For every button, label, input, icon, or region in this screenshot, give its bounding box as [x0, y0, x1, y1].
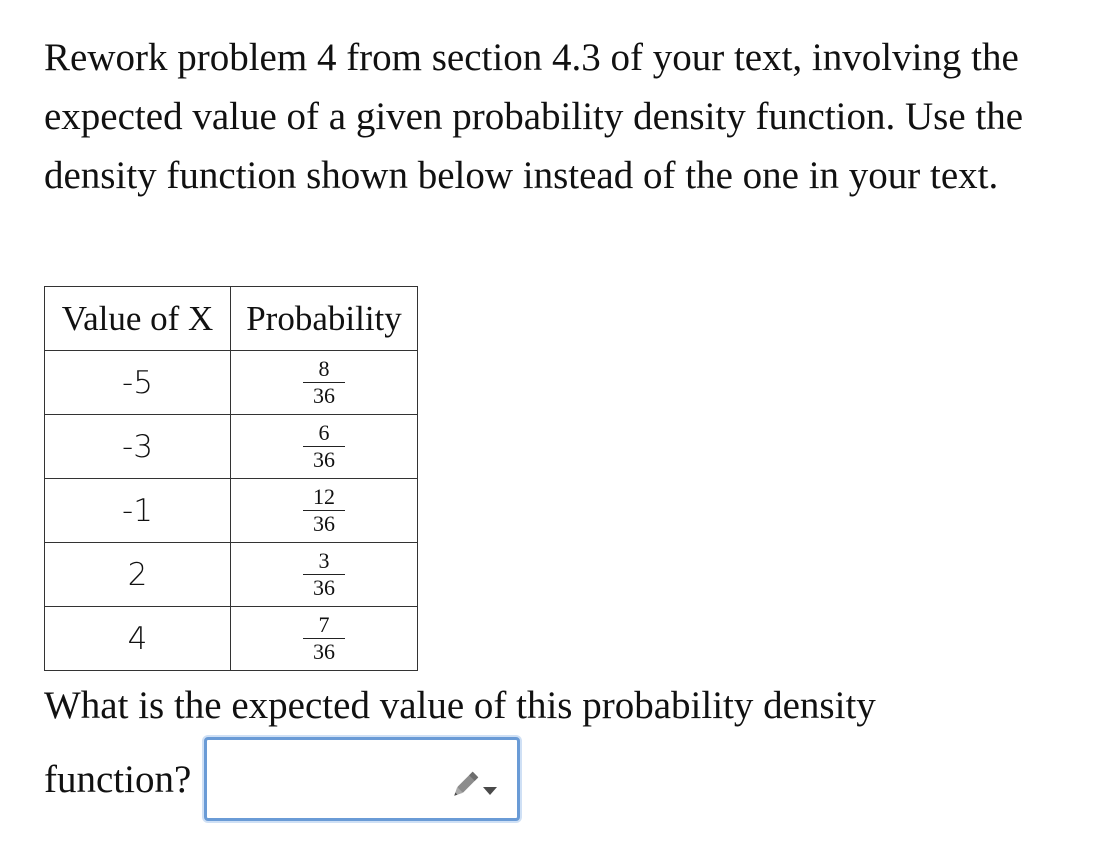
table-row: [45, 543, 418, 607]
pencil-dropdown-icon[interactable]: [453, 768, 501, 798]
fraction-denominator: 36: [313, 511, 335, 536]
probability-cell: [231, 351, 418, 415]
answer-row: [44, 733, 520, 825]
x-value-cell: 2: [45, 543, 231, 607]
probability-fraction: [303, 357, 345, 408]
table-row: [45, 415, 418, 479]
probability-cell: [231, 479, 418, 543]
probability-cell: [231, 415, 418, 479]
x-value-cell: 4: [45, 607, 231, 671]
question-text: What is the expected value of this probability density: [44, 684, 876, 727]
probability-cell: [231, 543, 418, 607]
table-row: [45, 351, 418, 415]
table-row: [45, 479, 418, 543]
probability-table: [44, 286, 418, 671]
fraction-numerator: 12: [303, 485, 345, 511]
x-value-cell: -3: [45, 415, 231, 479]
probability-fraction: [303, 421, 345, 472]
probability-fraction: [303, 549, 345, 600]
fraction-denominator: 36: [313, 447, 335, 472]
table-row: [45, 607, 418, 671]
answer-input-box[interactable]: [204, 737, 520, 821]
fraction-numerator: 3: [303, 549, 345, 575]
probability-fraction: [303, 613, 345, 664]
probability-fraction: [303, 485, 345, 536]
probability-cell: [231, 607, 418, 671]
header-probability: Probability: [231, 287, 418, 351]
x-value-cell: -5: [45, 351, 231, 415]
header-value-of-x: Value of X: [45, 287, 231, 351]
fraction-denominator: 36: [313, 639, 335, 664]
answer-input[interactable]: [215, 740, 459, 816]
problem-instructions: Rework problem 4 from section 4.3 of your text, involving the expected value of a given probability density function. Use the density function shown below instead of the one in your text.: [44, 36, 1024, 197]
table-header-row: [45, 287, 418, 351]
question-text-continued: function?: [44, 757, 192, 801]
fraction-numerator: 6: [303, 421, 345, 447]
fraction-numerator: 8: [303, 357, 345, 383]
fraction-denominator: 36: [313, 383, 335, 408]
fraction-denominator: 36: [313, 575, 335, 600]
x-value-cell: -1: [45, 479, 231, 543]
fraction-numerator: 7: [303, 613, 345, 639]
